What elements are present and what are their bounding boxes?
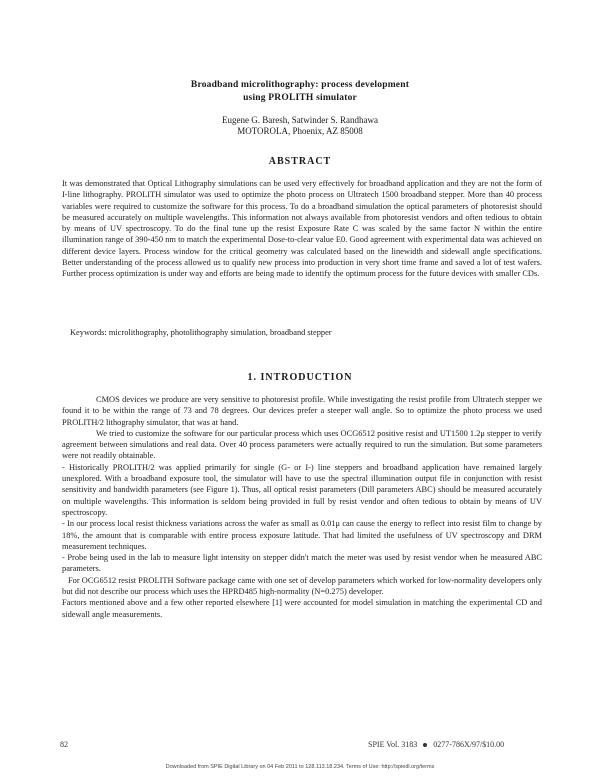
introduction-body [62,394,542,620]
keywords: Keywords: microlithography, photolithography simulation, broadband stepper [70,328,332,337]
introduction-heading: 1. INTRODUCTION [247,372,353,383]
download-notice: Downloaded from SPIE Digital Library on 04 Feb 2011 to 128.113.18.234. Terms of Use: http://spiedl.org/terms [165,764,435,770]
abstract-text: It was demonstrated that Optical Lithography simulations can be used very effectively for broadband application and they are not the form of I-line lithography. PROLITH simulator was used to optimize the photo process on Ultratech 1500 broadband stepper. More than 40 process variables were required to customize the software for this process. To do a broadband simulation the optical parameters of photoresist should be measured accurately on multiple wavelengths. This information not always available from photoresist vendors and often tedious to obtain by means of UV spectroscopy. To do the final tune up the resist Exposure Rate C was scaled by the same factor N within the entire illumination range of 390-450 nm to match the experimental Dose-to-clear value E0. Good agreement with experimental data was achieved on different device layers. Process window for the critical geometry was calculated based on the linewidth and sidewall angle specifications. Better understanding of the process allowed us to qualify new process into production in very short time frame and saved a lot of test wafers. Further process optimization is under way and efforts are being made to identify the optimum process for the future devices with smaller CDs. [62,179,542,279]
intro-paragraph-2: We tried to customize the software for our particular process which uses OCG6512 positive resist and UT1500 1.2μ stepper to verify agreement between simulations and real data. Over 40 process parameters were actually required to run the simulation. But some parameters were not readily obtainable. [62,428,542,461]
journal-code: 0277-786X/97/$10.00 [433,740,505,749]
abstract-heading: ABSTRACT [268,156,332,167]
intro-paragraph-3: - Historically PROLITH/2 was applied primarily for single (G- or I-) line steppers and broadband application have remained largely unexplored. With a broadband exposure tool, the simulator will have to use the spectral illumination output file in conjunction with resist sensitivity and bandwidth parameters (see Figure 1). Thus, all optical resist parameters (Dill parameters ABC) should be measured accurately on multiple wavelengths. This information is seldom being provided in full by resist vendor and often tedious to obtain by means of UV spectroscopy. [62,462,542,517]
intro-paragraph-6: For OCG6512 resist PROLITH Software package came with one set of develop parameters which worked for low-normality developers only but did not describe our process which uses the HPRD485 high-normality (N=0.275) developer. [62,575,542,597]
intro-paragraph-7: Factors mentioned above and a few other reported elsewhere [1] were accounted for model simulation in matching the experimental CD and sidewall angle measurements. [62,598,542,619]
abstract-body [62,178,542,280]
author-names: Eugene G. Baresh, Satwinder S. Randhawa [222,115,378,125]
intro-paragraph-4: - In our process local resist thickness variations across the wafer as small as 0.01μ can cause the energy to reflect into resist film to change by 18%, the amount that is comparable with entire process exposure latitude. That had limited the usefulness of UV spectroscopy and DRM measurement techniques. [62,519,542,551]
journal-footer [368,740,504,749]
paper-title-line-2: using PROLITH simulator [243,93,357,103]
journal-volume: SPIE Vol. 3183 [368,740,418,749]
bullet-icon [423,743,427,747]
page-number: 82 [60,740,68,749]
intro-paragraph-1: CMOS devices we produce are very sensitive to photoresist profile. While investigating the resist profile from Ultratech stepper we found it to be within the range of 73 and 78 degrees. Our devices prefer a steeper wall angle. So to optimize the photo process we used PROLITH/2 lithography simulator, that was at hand. [62,395,542,427]
paper-title-line-1: Broadband microlithography: process development [190,80,410,90]
author-affiliation: MOTOROLA, Phoenix, AZ 85008 [237,126,363,136]
intro-paragraph-5: - Probe being used in the lab to measure light intensity on stepper didn't match the meter was used by resist vendor when he measured ABC parameters. [62,553,542,574]
